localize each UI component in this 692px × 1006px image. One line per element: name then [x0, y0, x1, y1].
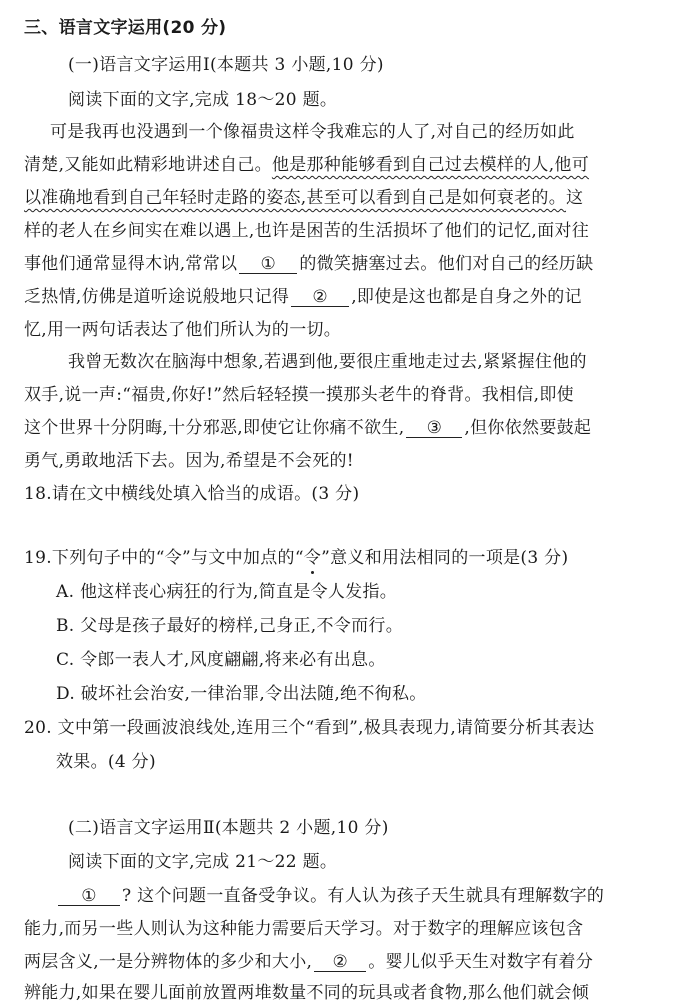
- passage-text: ? 这个问题一直备受争议。有人认为孩子天生就具有理解数字的: [122, 886, 605, 906]
- question-text: 19.下列句子中的“令”与文中加点的“: [24, 548, 304, 568]
- option-b[interactable]: B. 父母是孩子最好的榜样,己身正,不令而行。: [56, 616, 404, 636]
- question-19-stem: [24, 548, 568, 568]
- passage-text: 两层含义,一是分辨物体的多少和大小,: [24, 952, 313, 972]
- passage-line: 能力,而另一些人则认为这种能力需要后天学习。对于数字的理解应该包含: [24, 919, 584, 939]
- question-20-line2: 效果。(4 分): [56, 752, 156, 772]
- passage-text: ,但你依然要鼓起: [464, 418, 592, 438]
- passage-line: [24, 418, 591, 438]
- dotted-character: 令: [303, 548, 322, 568]
- passage-line: 辨能力,如果在婴儿面前放置两堆数量不同的玩具或者食物,那么他们就会倾: [24, 983, 590, 1003]
- fill-blank-1[interactable]: ①: [58, 887, 120, 906]
- passage-text: 的微笑搪塞过去。他们对自己的经历缺: [299, 254, 594, 274]
- passage-line: 可是我再也没遇到一个像福贵这样令我难忘的人了,对自己的经历如此: [50, 122, 575, 142]
- passage-text: 这: [566, 188, 584, 208]
- passage-text: 。婴儿似乎天生对数字有着分: [368, 952, 594, 972]
- section-title: 三、语言文字运用(20 分): [24, 18, 227, 38]
- wavy-underlined-text: 以准确地看到自己年轻时走路的姿态,甚至可以看到自己是如何衰老的。: [24, 188, 567, 208]
- passage-text: ,即使是这也都是自身之外的记: [351, 287, 582, 307]
- passage-line: [56, 886, 604, 906]
- fill-blank-1[interactable]: ①: [239, 255, 297, 274]
- passage-text: 事他们通常显得木讷,常常以: [24, 254, 238, 274]
- fill-blank-2[interactable]: ②: [314, 953, 366, 972]
- fill-blank-3[interactable]: ③: [406, 419, 462, 438]
- passage-line: [24, 188, 583, 208]
- question-18: 18.请在文中横线处填入恰当的成语。(3 分): [24, 484, 360, 504]
- passage-text: 清楚,又能如此精彩地讲述自己。: [24, 155, 272, 175]
- part1-instruction: 阅读下面的文字,完成 18～20 题。: [68, 90, 338, 110]
- option-d[interactable]: D. 破坏社会治安,一律治罪,令出法随,绝不徇私。: [56, 684, 427, 704]
- passage-line: 忆,用一两句话表达了他们所认为的一切。: [24, 320, 342, 340]
- passage-line: [24, 254, 593, 274]
- passage-line: [24, 952, 593, 972]
- part2-header: (二)语言文字运用Ⅱ(本题共 2 小题,10 分): [68, 818, 389, 838]
- passage-line: 勇气,勇敢地活下去。因为,希望是不会死的!: [24, 451, 354, 471]
- question-20-line1: 20. 文中第一段画波浪线处,连用三个“看到”,极具表现力,请简要分析其表达: [24, 718, 595, 738]
- part1-header: (一)语言文字运用Ⅰ(本题共 3 小题,10 分): [68, 55, 384, 75]
- passage-text: 乏热情,仿佛是道听途说般地只记得: [24, 287, 290, 307]
- option-c[interactable]: C. 令郎一表人才,风度翩翩,将来必有出息。: [56, 650, 386, 670]
- passage-line: [24, 287, 582, 307]
- question-text: ”意义和用法相同的一项是(3 分): [321, 548, 569, 568]
- passage-line: 样的老人在乡间实在难以遇上,也许是困苦的生活损坏了他们的记忆,面对往: [24, 221, 590, 241]
- passage-line: 双手,说一声:“福贵,你好!”然后轻轻摸一摸那头老牛的脊背。我相信,即使: [24, 385, 574, 405]
- option-a[interactable]: A. 他这样丧心病狂的行为,简直是令人发指。: [56, 582, 398, 602]
- passage-line: [24, 155, 589, 175]
- fill-blank-2[interactable]: ②: [291, 288, 349, 307]
- passage-text: 这个世界十分阴晦,十分邪恶,即使它让你痛不欲生,: [24, 418, 405, 438]
- wavy-underlined-text: 他是那种能够看到自己过去模样的人,他可: [271, 155, 590, 175]
- part2-instruction: 阅读下面的文字,完成 21～22 题。: [68, 852, 338, 872]
- passage-line: 我曾无数次在脑海中想象,若遇到他,要很庄重地走过去,紧紧握住他的: [68, 352, 587, 372]
